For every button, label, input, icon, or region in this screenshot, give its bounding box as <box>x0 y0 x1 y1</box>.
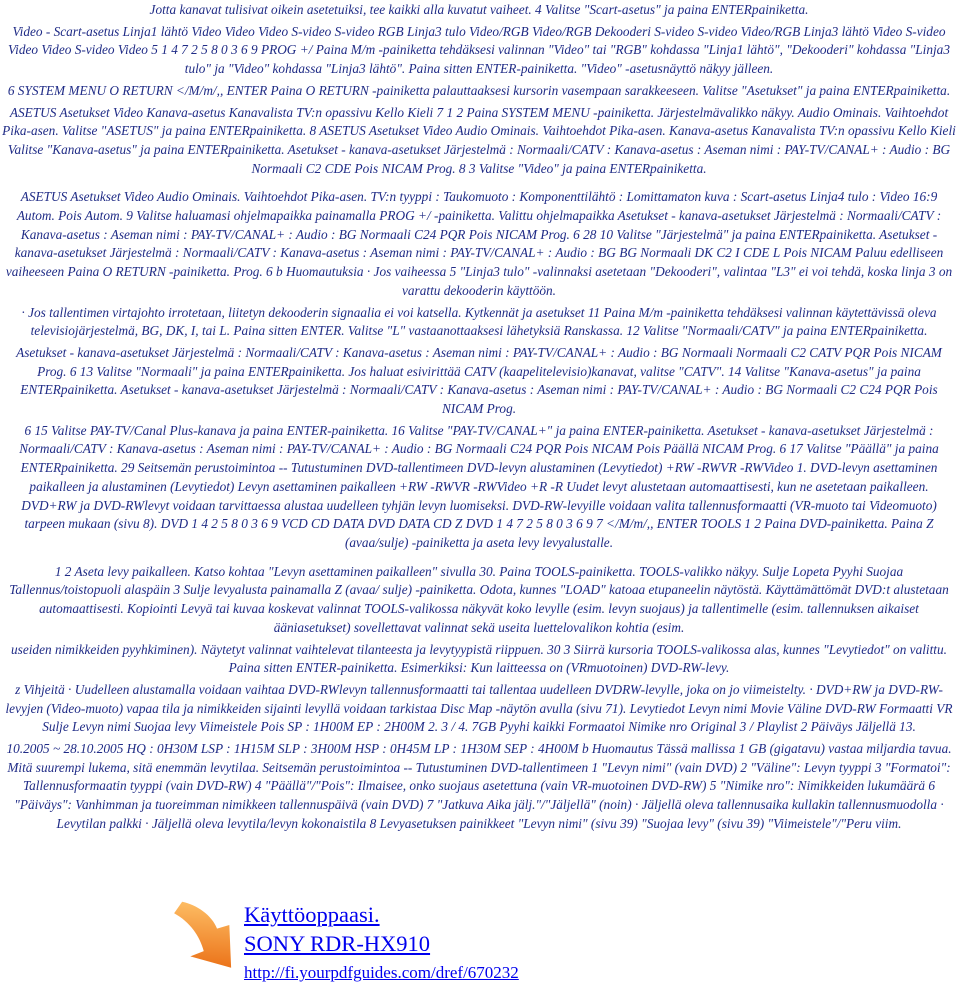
footer-links <box>244 900 519 985</box>
footer <box>154 898 854 997</box>
paragraph-12: 10.2005 ~ 28.10.2005 HQ : 0H30M LSP : 1H15M SLP : 3H00M HSP : 0H45M LP : 1H30M SEP : 4H00M b Huomautus Tässä mallissa 1 GB (gigatavu) vastaa miljardia tavua. Mitä suurempi lukema, sitä enemmän levytilaa. Seitsemän perustoimintoa -- Tutustuminen DVD-tallentimeen 1 "Levyn nimi" (vain DVD) 2 "Väline": Levyn tyyppi 3 "Formatoi": Tallennusformaatin tyyppi (vain DVD-RW) 4 "Päällä"/"Pois": Ilmaisee, onko suojaus asetettuna (vain VR-muotoinen DVD-RW) 5 "Nimike nro": Nimikkeiden lukumäärä 6 "Päiväys": Vanhimman ja tuoreimman nimikkeen tallennuspäivä (vain DVD) 7 "Jatkuva Aika jälj."/"Jäljellä" (noin) · Jäljellä oleva tallennusaika kullakin tallennusmuodolla · Levytilan palkki · Jäljellä oleva levytila/levyn kokonaistila 8 Levyasetuksen painikkeet "Levyn nimi" (sivu 39) "Suojaa levy" (sivu 39) "Viimeistele"/"Peru viim. <box>6 741 952 831</box>
paragraph-8: 6 15 Valitse PAY-TV/Canal Plus-kanava ja paina ENTER-painiketta. 16 Valitse "PAY-TV/CANAL+" ja paina ENTER-painiketta. Asetukset - kanava-asetukset Järjestelmä : Normaali/CATV : Kanava-asetus : Aseman nimi : PAY-TV/CANAL+ : Audio : BG Normaali C24 PQR Pois NICAM Pois Päällä NICAM Prog. 6 17 Valitse "Päällä" ja paina ENTERpainiketta. 29 Seitsemän perustoimintoa -- Tutustuminen DVD-tallentimeen DVD-levyn alustaminen (Levytiedot) +RW -RWVR -RWVideo 1. DVD-levyn asettaminen paikalleen ja alustaminen (Levytiedot) Levyn asettaminen paikalleen +RW -RWVR -RWVideo +R -R Uudet levyt alustetaan automaattisesti, kun ne asetetaan paikalleen. DVD+RW ja DVD-RWlevyt voidaan tarvittaessa alustaa uudelleen tyhjän levyn luomiseksi. DVD-RW-levyille voidaan valita tallennusformaatti (VR-muoto tai Videomuoto) tarpeen mukaan (sivu 8). DVD 1 4 2 5 8 0 3 6 9 VCD CD DATA DVD DATA CD Z DVD 1 4 7 2 5 8 0 3 6 9 7 </M/m/,, ENTER TOOLS 1 2 Paina DVD-painiketta. Paina Z (avaa/sulje) -painiketta ja aseta levy levyalustalle. <box>19 422 939 550</box>
paragraph-3: 6 SYSTEM MENU O RETURN </M/m/,, ENTER Paina O RETURN -painiketta palauttaaksesi kursorin vasempaan sarakkeeseen. Valitse "Asetukset" ja paina ENTERpainiketta. <box>7 82 951 98</box>
paragraph-5: ASETUS Asetukset Video Audio Ominais. Vaihtoehdot Pika-asen. TV:n tyyppi : Taukomuoto : Komponenttilähtö : Lomittamaton kuva : Scart-asetus Linja4 tulo : Video 16:9 Autom. Pois Autom. 9 Valitse haluamasi ohjelmapaikka painamalla PROG +/ -painiketta. Valittu ohjelmapaikka Asetukset - kanava-asetukset Järjestelmä : Normaali/CATV : Kanava-asetus : Aseman nimi : PAY-TV/CANAL+ : Audio : BG Normaali C24 PQR Pois NICAM Prog. 6 28 10 Valitse "Järjestelmä" ja paina ENTERpainiketta. Asetukset - kanava-asetukset Järjestelmä : Normaali/CATV : Kanava-asetus : Aseman nimi : PAY-TV/CANAL+ : Audio : BG BG Normaali DK C2 I CDE L Pois NICAM Paluu edelliseen vaiheeseen Paina O RETURN -painiketta. Prog. 6 b Huomautuksia · Jos vaiheessa 5 "Linja3 tulo" -valinnaksi asetetaan "Dekooderi", valintaa "L3" ei voi tehdä, koska linja 3 on varattu dekooderin käyttöön. <box>5 189 953 298</box>
orange-arrow-icon <box>154 900 246 992</box>
paragraph-2: Video - Scart-asetus Linja1 lähtö Video Video Video S-video S-video RGB Linja3 tulo Video/RGB Video/RGB Dekooderi S-video S-video Video/RGB Linja3 lähtö Video S-video Video Video S-video Video 5 1 4 7 2 5 8 0 3 6 9 PROG +/ Paina M/m -painiketta tehdäksesi valinnan "Video" tai "RGB" kohdassa "Linja1 lähtö", "Dekooderi" kohdassa "Linja3 tulo" ja "Video" kohdassa "Linja3 lähtö". Paina sitten ENTER-painiketta. "Video" -asetusnäyttö näkyy jälleen. <box>8 23 950 77</box>
paragraph-10: useiden nimikkeiden pyyhkiminen). Näytetyt valinnat vaihtelevat tilanteesta ja levytyypistä riippuen. 30 3 Siirrä kursoria TOOLS-valikossa alas, kunnes "Levytiedot" on valittu. Paina sitten ENTER-painiketta. Esimerkiksi: Kun laitteessa on (VRmuotoinen) DVD-RW-levy. <box>11 641 947 676</box>
model-link[interactable]: SONY RDR-HX910 <box>244 931 431 956</box>
paragraph-7: Asetukset - kanava-asetukset Järjestelmä : Normaali/CATV : Kanava-asetus : Aseman nimi : PAY-TV/CANAL+ : Audio : BG Normaali Normaali C2 CATV PQR Pois NICAM Prog. 6 13 Valitse "Normaali" ja paina ENTERpainiketta. Jos haluat esivirittää CATV (kaapelitelevisio)kanavat, valitse "CATV". 14 Valitse "Kanava-asetus" ja paina ENTERpainiketta. Asetukset - kanava-asetukset Järjestelmä : Normaali/CATV : Kanava-asetus : Aseman nimi : PAY-TV/CANAL+ : Audio : BG Normaali C2 C24 PQR Pois NICAM Prog. <box>16 344 942 417</box>
paragraph-1: Jotta kanavat tulisivat oikein asetetuiksi, tee kaikki alla kuvatut vaiheet. 4 Valitse "Scart-asetus" ja paina ENTERpainiketta. <box>149 2 809 17</box>
guide-link[interactable]: Käyttöoppaasi. <box>244 902 380 927</box>
paragraph-4: ASETUS Asetukset Video Kanava-asetus Kanavalista TV:n opassivu Kello Kieli 7 1 2 Paina SYSTEM MENU -painiketta. Järjestelmävalikko näkyy. Audio Ominais. Vaihtoehdot Pika-asen. Valitse "ASETUS" ja paina ENTERpainiketta. 8 ASETUS Asetukset Video Audio Ominais. Vaihtoehdot Pika-asen. Kanava-asetus Kanavalista TV:n opassivu Kello Kieli Valitse "Kanava-asetus" ja paina ENTERpainiketta. Asetukset - kanava-asetukset Järjestelmä : Normaali/CATV : Kanava-asetus : Aseman nimi : PAY-TV/CANAL+ : Audio : BG Normaali C2 CDE Pois NICAM Prog. 8 3 Valitse "Video" ja paina ENTERpainiketta. <box>2 104 956 176</box>
paragraph-11: z Vihjeitä · Uudelleen alustamalla voidaan vaihtaa DVD-RWlevyn tallennusformaatti tai tallentaa uudelleen DVDRW-levylle, joka on jo viimeistelty. · DVD+RW ja DVD-RW-levyjen (Video-muoto) vapaa tila ja nimikkeiden sijainti levyllä voidaan tarkistaa Disc Map -näytön avulla (sivu 71). Levytiedot Levyn nimi Movie Väline DVD-RW Formaatti VR Sulje Levyn nimi Suojaa levy Viimeistele Pois SP : 1H00M EP : 2H00M 2. 3 / 4. 7GB Pyyhi kaikki Formaatoi Nimike nro Original 3 / Playlist 2 Päiväys Jäljellä 13. <box>5 681 953 735</box>
paragraph-6: · Jos tallentimen virtajohto irrotetaan, liitetyn dekooderin signaalia ei voi katsella. Kytkennät ja asetukset 11 Paina M/m -painiketta tehdäksesi valinnan käytettävissä oleva televisiojärjestelmä, BG, DK, I, tai L. Paina sitten ENTER. Valitse "L" vastaanottaaksesi lähetyksiä Ranskassa. 12 Valitse "Normaali/CATV" ja paina ENTERpainiketta. <box>21 304 937 339</box>
document-text <box>2 1 956 837</box>
paragraph-9: 1 2 Aseta levy paikalleen. Katso kohtaa "Levyn asettaminen paikalleen" sivulla 30. Paina TOOLS-painiketta. TOOLS-valikko näkyy. Sulje Lopeta Pyyhi Suojaa Tallennus/toistopuoli alaspäin 3 Sulje levyalusta painamalla Z (avaa/ sulje) -painiketta. Odota, kunnes "LOAD" katoaa etupaneelin näytöstä. Käyttämättömät DVD:t alustetaan automaattisesti. Kopiointi Levyä tai kuvaa koskevat valinnat TOOLS-valikossa näkyvät koko levylle (esim. levyn suojaus) ja tallentimelle (esim. tallennuksen aikaiset ääniasetukset) sovellettavat valinnat sekä useita luettelovalikon kohtia (esim. <box>9 563 949 635</box>
url-link[interactable]: http://fi.yourpdfguides.com/dref/670232 <box>244 963 519 982</box>
